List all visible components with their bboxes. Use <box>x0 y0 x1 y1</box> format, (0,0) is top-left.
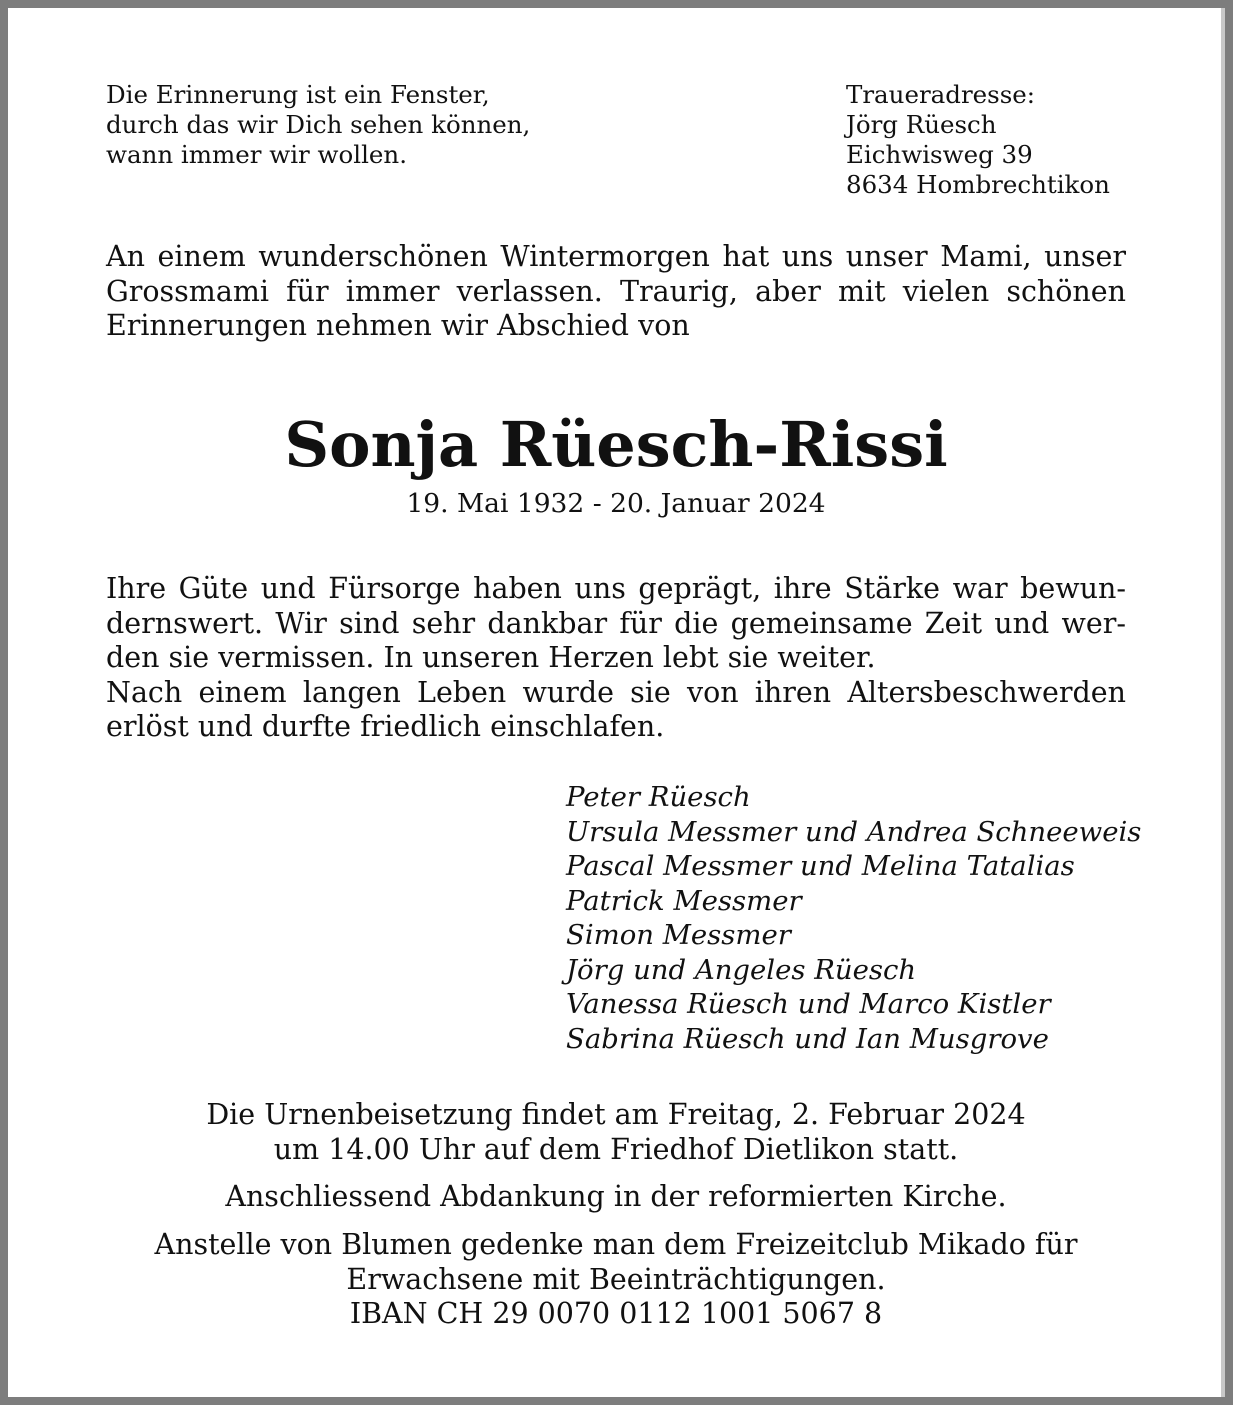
mourner-name: Peter Rüesch <box>566 781 751 813</box>
mourner-name: Pascal Messmer und Melina Tatalias <box>566 850 1075 882</box>
quote-line: wann immer wir wollen. <box>106 140 407 169</box>
memorial-quote <box>106 80 530 170</box>
tribute-line: erlöst und durfte friedlich einschlafen. <box>106 710 665 743</box>
address-city: 8634 Hombrechtikon <box>846 170 1110 199</box>
mourner-name: Ursula Messmer und Andrea Schneeweis <box>566 815 1142 848</box>
intro-paragraph <box>106 240 1126 344</box>
life-dates: 19. Mai 1932 - 20. Januar 2024 <box>406 488 826 519</box>
tribute-paragraph <box>106 572 1126 745</box>
tribute-line: Ihre Güte und Fürsorge haben uns geprägt, ihre Stärke war bewun- <box>106 572 1126 605</box>
mourners-list <box>566 780 1141 1056</box>
intro-line: Grossmami für immer verlassen. Traurig, aber mit vielen schönen <box>106 274 1126 308</box>
mourner-name: Jörg und Angeles Rüesch <box>566 953 917 986</box>
frame-right-inner-border <box>1221 8 1225 1397</box>
mourner-name: Patrick Messmer <box>566 884 802 917</box>
mourning-address <box>846 80 1110 200</box>
tribute-line: dernswert. Wir sind sehr dankbar für die gemeinsame Zeit und wer- <box>106 606 1126 640</box>
address-heading: Traueradresse: <box>846 80 1036 109</box>
deceased-name: Sonja Rüesch-Rissi <box>284 408 948 481</box>
memorial-service-notice: Anschliessend Abdankung in der reformierten Kirche. <box>225 1180 1007 1213</box>
quote-line: durch das wir Dich sehen können, <box>106 110 531 139</box>
quote-line: Die Erinnerung ist ein Fenster, <box>106 80 490 109</box>
tribute-line: Nach einem langen Leben wurde sie von ihren Altersbeschwerden <box>106 675 1126 709</box>
tribute-line: den sie vermissen. In unseren Herzen lebt sie weiter. <box>106 641 876 674</box>
donation-line: Anstelle von Blumen gedenke man dem Freizeitclub Mikado für <box>154 1228 1078 1261</box>
frame-left-border <box>0 0 8 1405</box>
mourner-name: Simon Messmer <box>566 919 791 951</box>
burial-line: um 14.00 Uhr auf dem Friedhof Dietlikon statt. <box>273 1132 959 1166</box>
address-street: Eichwisweg 39 <box>846 140 1033 169</box>
address-name: Jörg Rüesch <box>846 110 997 139</box>
donation-iban: IBAN CH 29 0070 0112 1001 5067 8 <box>349 1297 883 1330</box>
intro-line: An einem wunderschönen Wintermorgen hat uns unser Mami, unser <box>106 240 1126 273</box>
intro-line: Erinnerungen nehmen wir Abschied von <box>106 309 690 342</box>
frame-top-border <box>0 0 1233 8</box>
mourner-name: Vanessa Rüesch und Marco Kistler <box>566 988 1051 1020</box>
donation-line: Erwachsene mit Beeinträchtigungen. <box>346 1262 886 1296</box>
burial-notice <box>106 1098 1126 1167</box>
mourner-name: Sabrina Rüesch und Ian Musgrove <box>566 1022 1049 1055</box>
frame-bottom-border <box>0 1397 1233 1405</box>
burial-line: Die Urnenbeisetzung findet am Freitag, 2. Februar 2024 <box>206 1098 1026 1131</box>
frame-right-border <box>1225 0 1233 1405</box>
donation-notice <box>106 1228 1126 1332</box>
